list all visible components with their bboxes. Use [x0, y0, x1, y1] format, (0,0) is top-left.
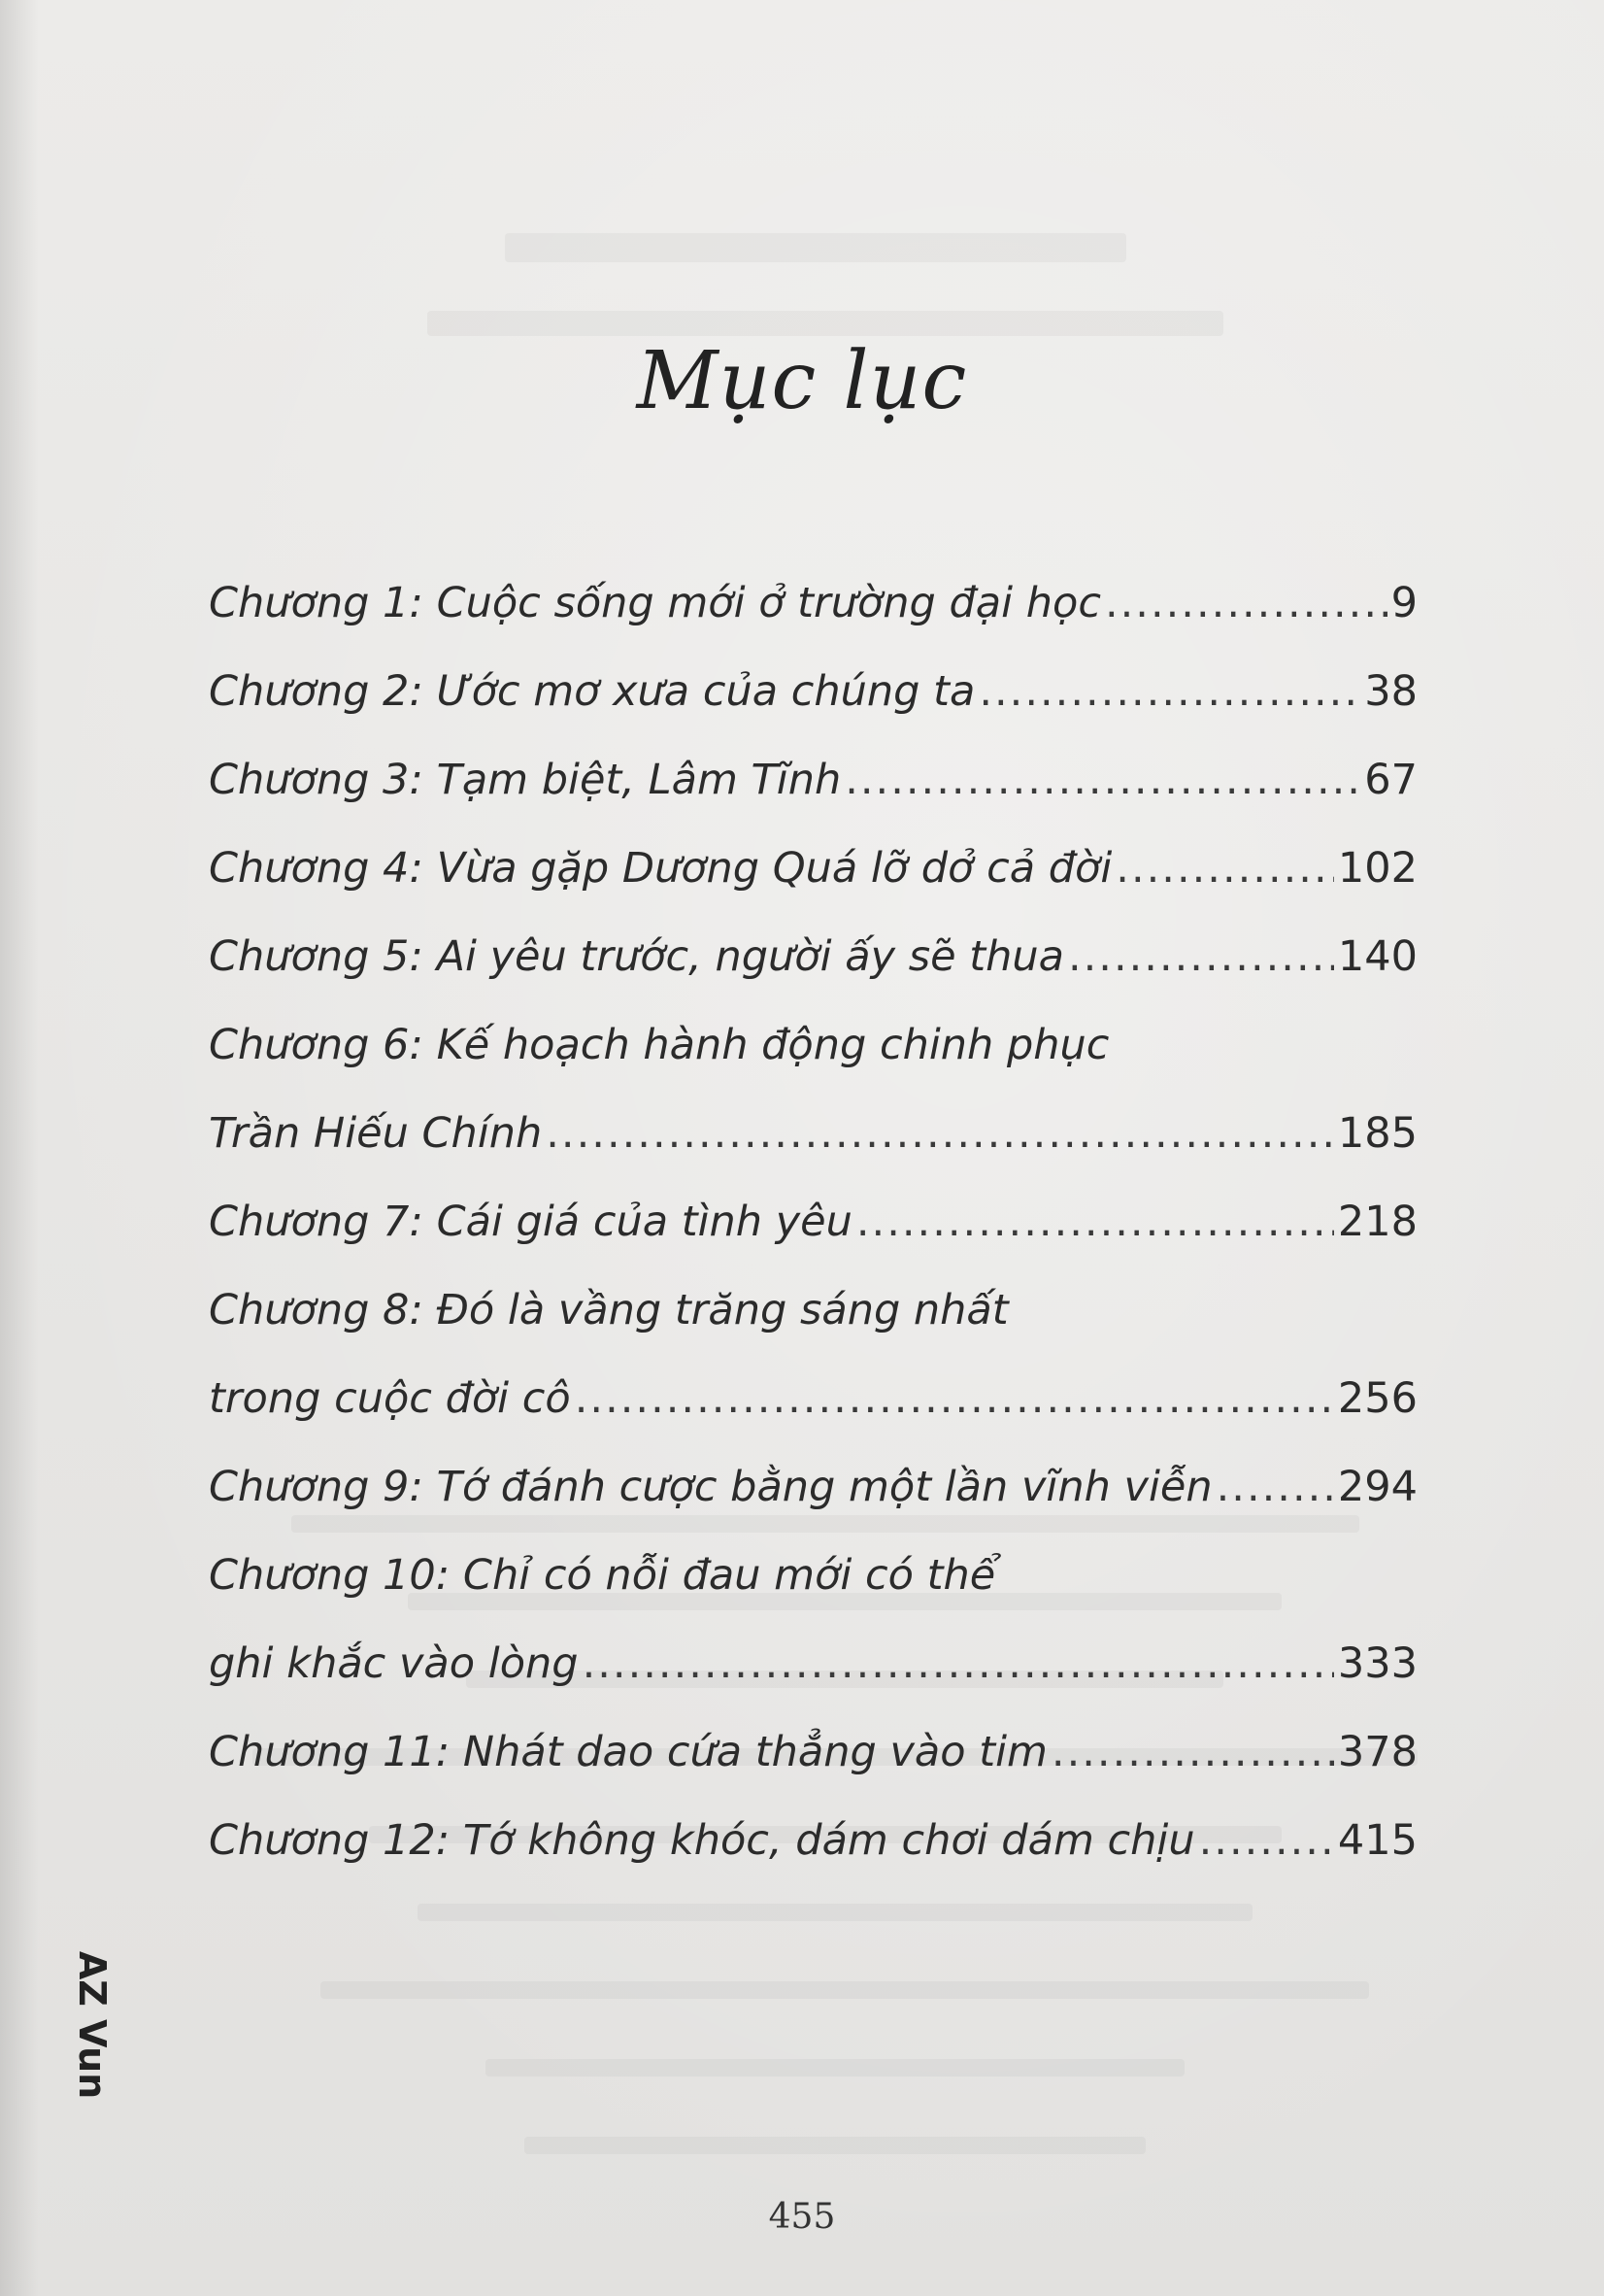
toc-leader-dots: [1052, 1723, 1334, 1781]
toc-entry-3: [209, 721, 1418, 809]
toc-entry-label: Chương 6: Kế hoạch hành động chinh phục: [209, 1021, 1110, 1069]
toc-entry-page: 185: [1337, 1109, 1418, 1158]
toc-entry-label: Chương 9: Tớ đánh cược bằng một lần vĩnh viễn: [209, 1463, 1213, 1511]
table-of-contents: [209, 544, 1418, 1870]
toc-entry-label: Chương 8: Đó là vầng trăng sáng nhất: [209, 1286, 1009, 1334]
toc-leader-dots: [856, 1193, 1334, 1251]
toc-entry-10-line-1: [209, 1516, 1418, 1604]
toc-entry-page: 102: [1337, 844, 1418, 893]
toc-entry-label: trong cuộc đời cô: [209, 1374, 571, 1423]
toc-leader-dots: [1116, 839, 1334, 897]
toc-leader-dots: [583, 1635, 1334, 1693]
toc-leader-dots: [979, 662, 1360, 721]
toc-entry-7: [209, 1163, 1418, 1251]
toc-entry-label: Chương 3: Tạm biệt, Lâm Tĩnh: [209, 756, 842, 804]
toc-entry-page: 415: [1337, 1816, 1418, 1865]
toc-entry-page: 218: [1337, 1198, 1418, 1246]
toc-entry-label: ghi khắc vào lòng: [209, 1639, 579, 1688]
toc-entry-label: Chương 7: Cái giá của tình yêu: [209, 1198, 852, 1246]
toc-leader-dots: [1105, 574, 1387, 632]
toc-entry-page: 256: [1337, 1374, 1418, 1423]
toc-entry-6-line-1: [209, 986, 1418, 1074]
toc-leader-dots: [575, 1369, 1334, 1428]
toc-entry-11: [209, 1693, 1418, 1781]
toc-entry-label: Chương 4: Vừa gặp Dương Quá lỡ dở cả đời: [209, 844, 1113, 893]
toc-entry-8-line-2: [209, 1339, 1418, 1428]
toc-entry-6-line-2: [209, 1074, 1418, 1163]
toc-entry-8-line-1: [209, 1251, 1418, 1339]
toc-entry-page: 9: [1390, 579, 1418, 627]
publisher-logo-text: AZ Vun: [71, 1950, 114, 2100]
toc-entry-10-line-2: [209, 1604, 1418, 1693]
toc-entry-label: Chương 1: Cuộc sống mới ở trường đại học: [209, 579, 1101, 627]
toc-leader-dots: [845, 751, 1360, 809]
toc-entry-label: Chương 5: Ai yêu trước, người ấy sẽ thua: [209, 932, 1064, 981]
page-number: 455: [768, 2197, 836, 2237]
publisher-logo: [58, 1952, 126, 2098]
toc-entry-page: 67: [1364, 756, 1418, 804]
toc-entry-12: [209, 1781, 1418, 1870]
toc-leader-dots: [1217, 1458, 1334, 1516]
toc-entry-label: Chương 12: Tớ không khóc, dám chơi dám chịu: [209, 1816, 1195, 1865]
toc-leader-dots: [1199, 1811, 1334, 1870]
toc-entry-page: 333: [1337, 1639, 1418, 1688]
toc-entry-page: 38: [1364, 667, 1418, 716]
page-title: Mục lục: [636, 335, 968, 427]
toc-entry-2: [209, 632, 1418, 721]
toc-entry-page: 294: [1337, 1463, 1418, 1511]
toc-entry-1: [209, 544, 1418, 632]
toc-entry-page: 378: [1337, 1728, 1418, 1776]
toc-entry-4: [209, 809, 1418, 897]
toc-leader-dots: [546, 1104, 1334, 1163]
toc-entry-label: Trần Hiếu Chính: [209, 1109, 543, 1158]
toc-entry-page: 140: [1337, 932, 1418, 981]
toc-entry-label: Chương 2: Ước mơ xưa của chúng ta: [209, 667, 976, 716]
toc-entry-9: [209, 1428, 1418, 1516]
toc-leader-dots: [1068, 928, 1334, 986]
toc-entry-label: Chương 10: Chỉ có nỗi đau mới có thể: [209, 1551, 996, 1600]
toc-entry-label: Chương 11: Nhát dao cứa thẳng vào tim: [209, 1728, 1048, 1776]
toc-entry-5: [209, 897, 1418, 986]
